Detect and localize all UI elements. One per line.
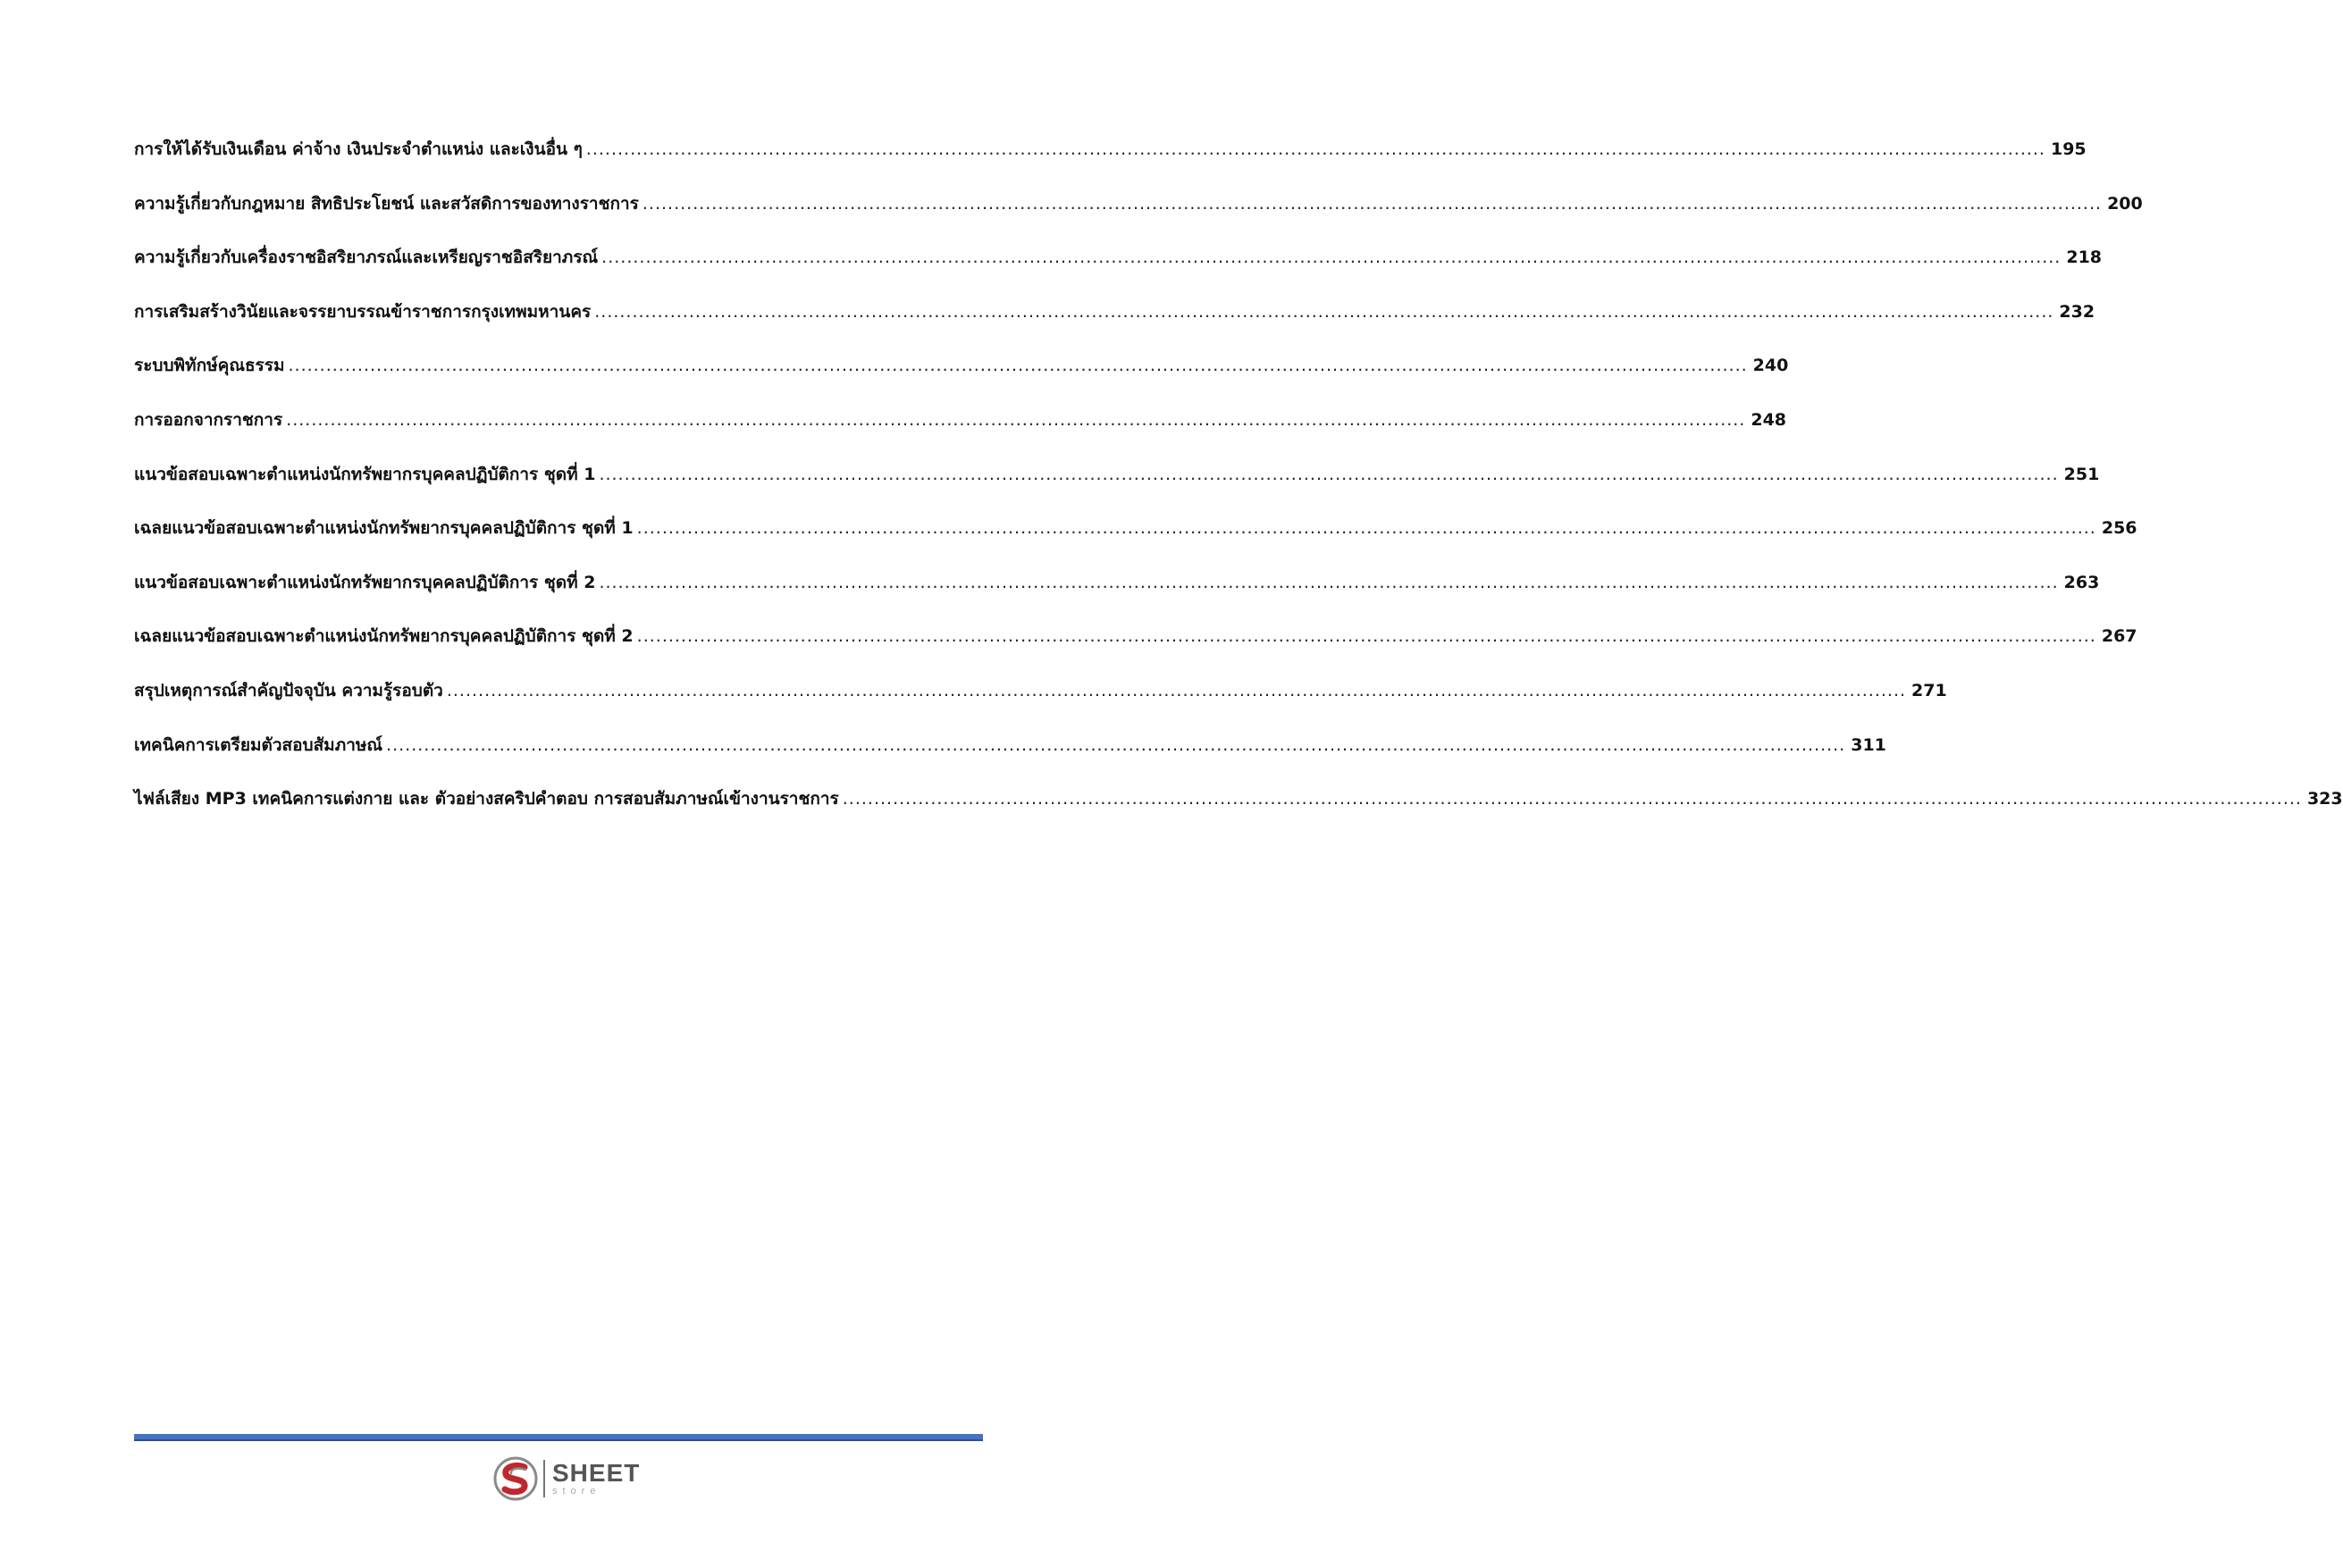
- toc-entry-title: ความรู้เกี่ยวกับกฎหมาย สิทธิประโยชน์ และสวัสดิการของทางราชการ: [134, 193, 639, 214]
- toc-dot-leader: [288, 356, 1747, 375]
- toc-entry-page: 263: [2063, 572, 2100, 592]
- toc-entry-title: การเสริมสร้างวินัยและจรรยาบรรณข้าราชการกรุงเทพมหานคร: [134, 301, 592, 322]
- toc-entry[interactable]: [134, 136, 2087, 190]
- toc-entry-title: แนวข้อสอบเฉพาะตำแหน่งนักทรัพยากรบุคคลปฏิบัติการ ชุดที่ 2: [134, 572, 596, 592]
- toc-entry[interactable]: [134, 407, 1787, 461]
- toc-entry-page: 251: [2063, 464, 2100, 484]
- toc-entry[interactable]: [134, 461, 2100, 516]
- toc-entry-title: เฉลยแนวข้อสอบเฉพาะตำแหน่งนักทรัพยากรบุคคลปฏิบัติการ ชุดที่ 2: [134, 626, 634, 647]
- toc-dot-leader: [637, 626, 2096, 646]
- logo-sub-text: store: [552, 1486, 601, 1497]
- toc-entry-title: การออกจากราชการ: [134, 409, 283, 430]
- toc-entry-title: ความรู้เกี่ยวกับเครื่องราชอิสริยาภรณ์และเหรียญราชอิสริยาภรณ์: [134, 247, 599, 268]
- toc-entry-page: 248: [1751, 409, 1787, 430]
- footer-rule: [134, 1434, 983, 1441]
- toc-entry-title: ระบบพิทักษ์คุณธรรม: [134, 356, 285, 376]
- toc-entry[interactable]: [134, 352, 1789, 407]
- toc-dot-leader: [599, 465, 2058, 484]
- toc-entry-page: 323: [2306, 789, 2343, 809]
- toc-entry-title: ไฟล์เสียง MP3 เทคนิคการแต่งกาย และ ตัวอย่างสคริปคำตอบ การสอบสัมภาษณ์เข้างานราชการ: [134, 789, 839, 809]
- toc-entry-page: 218: [2066, 247, 2103, 268]
- toc-entry-page: 200: [2107, 193, 2143, 214]
- toc-entry-page: 311: [1851, 734, 1886, 755]
- toc-dot-leader: [447, 681, 1906, 700]
- toc-entry-page: 271: [1911, 680, 1947, 700]
- toc-entry-title: แนวข้อสอบเฉพาะตำแหน่งนักทรัพยากรบุคคลปฏิบัติการ ชุดที่ 1: [134, 464, 596, 484]
- toc-entry-title: เทคนิคการเตรียมตัวสอบสัมภาษณ์: [134, 734, 383, 755]
- toc-entry[interactable]: [134, 244, 2103, 298]
- toc-entry-page: 267: [2101, 626, 2137, 647]
- toc-dot-leader: [286, 410, 1745, 430]
- logo-wordmark: [552, 1461, 640, 1497]
- toc-entry-title: เฉลยแนวข้อสอบเฉพาะตำแหน่งนักทรัพยากรบุคคลปฏิบัติการ ชุดที่ 1: [134, 518, 634, 539]
- toc-entry-page: 256: [2101, 518, 2137, 539]
- toc-entry[interactable]: [134, 677, 1947, 732]
- toc-dot-leader: [843, 789, 2302, 809]
- toc-entry-title: สรุปเหตุการณ์สำคัญปัจจุบัน ความรู้รอบตัว: [134, 680, 443, 700]
- toc-entry[interactable]: [134, 623, 2137, 677]
- logo-divider: [543, 1460, 545, 1497]
- toc-entry-page: 195: [2050, 139, 2087, 159]
- toc-entry-page: 232: [2059, 301, 2095, 322]
- toc-entry[interactable]: [134, 569, 2100, 624]
- toc-dot-leader: [599, 573, 2058, 592]
- logo-brand-text: SHEET: [552, 1459, 641, 1487]
- toc-entry[interactable]: [134, 785, 2343, 840]
- toc-entry[interactable]: [134, 298, 2095, 353]
- toc-dot-leader: [586, 139, 2045, 159]
- sheet-store-logo: [493, 1456, 640, 1501]
- toc-dot-leader: [637, 518, 2096, 538]
- toc-entry-title: การให้ได้รับเงินเดือน ค่าจ้าง เงินประจำตำแหน่ง และเงินอื่น ๆ: [134, 139, 583, 159]
- toc-entry-page: 240: [1752, 356, 1789, 376]
- toc-dot-leader: [642, 194, 2102, 214]
- toc-entry[interactable]: [134, 732, 1886, 786]
- table-of-contents: [134, 136, 2343, 840]
- toc-entry[interactable]: [134, 515, 2137, 569]
- toc-dot-leader: [386, 735, 1845, 755]
- toc-dot-leader: [594, 302, 2053, 322]
- sheet-store-logo-icon: [493, 1456, 538, 1501]
- toc-dot-leader: [601, 247, 2061, 267]
- toc-entry[interactable]: [134, 190, 2143, 245]
